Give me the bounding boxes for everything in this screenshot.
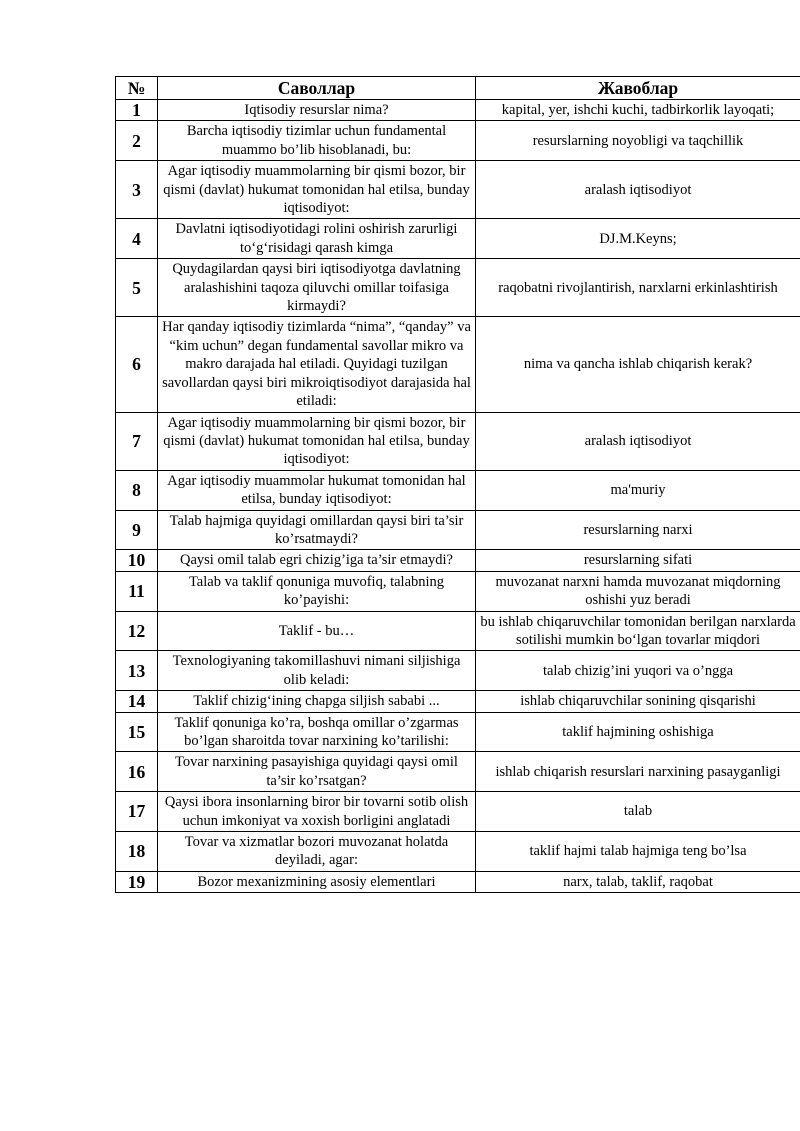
question-cell: Har qanday iqtisodiy tizimlarda “nima”, “qanday” va “kim uchun” degan fundamental savollar mikro va makro darajada hal etiladi. Quyidagi tuzilgan savollardan qaysi biri mikroiqtisodiyot darajasida hal etiladi: [158, 317, 476, 412]
table-row [116, 752, 800, 792]
question-cell: Bozor mexanizmining asosiy elementlari [158, 871, 476, 892]
question-cell: Agar iqtisodiy muammolarning bir qismi bozor, bir qismi (davlat) hukumat tomonidan hal etilsa, bunday iqtisodiyot: [158, 412, 476, 470]
answer-cell: aralash iqtisodiyot [476, 412, 800, 470]
question-cell: Talab hajmiga quyidagi omillardan qaysi biri ta’sir ko’rsatmaydi? [158, 510, 476, 550]
table-row [116, 219, 800, 259]
header-answers: Жавоблар [476, 77, 800, 100]
answer-cell: talab chizig’ini yuqori va o’ngga [476, 651, 800, 691]
answer-cell: muvozanat narxni hamda muvozanat miqdorning oshishi yuz beradi [476, 571, 800, 611]
table-row [116, 412, 800, 470]
row-number: 4 [116, 219, 158, 259]
row-number: 19 [116, 871, 158, 892]
answer-cell: resurslarning noyobligi va taqchillik [476, 121, 800, 161]
table-row [116, 510, 800, 550]
row-number: 9 [116, 510, 158, 550]
answer-cell: kapital, yer, ishchi kuchi, tadbirkorlik layoqati; [476, 100, 800, 121]
row-number: 13 [116, 651, 158, 691]
answer-cell: aralash iqtisodiyot [476, 161, 800, 219]
answer-cell: taklif hajmining oshishiga [476, 712, 800, 752]
question-cell: Taklif - bu… [158, 611, 476, 651]
table-row [116, 712, 800, 752]
table-row [116, 691, 800, 712]
row-number: 14 [116, 691, 158, 712]
answer-cell: bu ishlab chiqaruvchilar tomonidan berilgan narxlarda sotilishi mumkin bo‘lgan tovarlar miqdori [476, 611, 800, 651]
row-number: 15 [116, 712, 158, 752]
question-cell: Talab va taklif qonuniga muvofiq, talabning ko’payishi: [158, 571, 476, 611]
table-row [116, 470, 800, 510]
row-number: 7 [116, 412, 158, 470]
answer-cell: ishlab chiqaruvchilar sonining qisqarishi [476, 691, 800, 712]
table-row [116, 571, 800, 611]
table-row [116, 161, 800, 219]
row-number: 11 [116, 571, 158, 611]
question-cell: Tovar narxining pasayishiga quyidagi qaysi omil ta’sir ko’rsatgan? [158, 752, 476, 792]
answer-cell: narx, talab, taklif, raqobat [476, 871, 800, 892]
header-questions: Саволлар [158, 77, 476, 100]
table-row [116, 121, 800, 161]
question-cell: Texnologiyaning takomillashuvi nimani siljishiga olib keladi: [158, 651, 476, 691]
table-row [116, 611, 800, 651]
answer-cell: ishlab chiqarish resurslari narxining pasayganligi [476, 752, 800, 792]
table-row [116, 651, 800, 691]
question-cell: Quydagilardan qaysi biri iqtisodiyotga davlatning aralashishini taqoza qiluvchi omillar toifasiga kirmaydi? [158, 259, 476, 317]
row-number: 17 [116, 792, 158, 832]
table-row [116, 317, 800, 412]
answer-cell: DJ.M.Keyns; [476, 219, 800, 259]
answer-cell: nima va qancha ishlab chiqarish kerak? [476, 317, 800, 412]
row-number: 18 [116, 832, 158, 872]
row-number: 16 [116, 752, 158, 792]
table-row [116, 550, 800, 571]
answer-cell: resurslarning sifati [476, 550, 800, 571]
answer-cell: resurslarning narxi [476, 510, 800, 550]
table-row [116, 871, 800, 892]
question-cell: Barcha iqtisodiy tizimlar uchun fundamental muammo bo’lib hisoblanadi, bu: [158, 121, 476, 161]
row-number: 5 [116, 259, 158, 317]
row-number: 8 [116, 470, 158, 510]
row-number: 10 [116, 550, 158, 571]
question-cell: Qaysi ibora insonlarning biror bir tovarni sotib olish uchun imkoniyat va xoxish borligini anglatadi [158, 792, 476, 832]
question-cell: Qaysi omil talab egri chizig’iga ta’sir etmaydi? [158, 550, 476, 571]
question-cell: Iqtisodiy resurslar nima? [158, 100, 476, 121]
question-cell: Davlatni iqtisodiyotidagi rolini oshirish zarurligi to‘g‘risidagi qarash kimga [158, 219, 476, 259]
question-cell: Taklif qonuniga ko’ra, boshqa omillar o’zgarmas bo’lgan sharoitda tovar narxining ko’tarilishi: [158, 712, 476, 752]
table-row [116, 100, 800, 121]
table-row [116, 792, 800, 832]
answer-cell: raqobatni rivojlantirish, narxlarni erkinlashtirish [476, 259, 800, 317]
table-header-row [116, 77, 800, 100]
answer-cell: talab [476, 792, 800, 832]
table-row [116, 832, 800, 872]
row-number: 3 [116, 161, 158, 219]
question-cell: Tovar va xizmatlar bozori muvozanat holatda deyiladi, agar: [158, 832, 476, 872]
question-cell: Agar iqtisodiy muammolar hukumat tomonidan hal etilsa, bunday iqtisodiyot: [158, 470, 476, 510]
answer-cell: taklif hajmi talab hajmiga teng bo’lsa [476, 832, 800, 872]
table-row [116, 259, 800, 317]
qa-table [115, 76, 800, 893]
row-number: 1 [116, 100, 158, 121]
header-number: № [116, 77, 158, 100]
answer-cell: ma'muriy [476, 470, 800, 510]
question-cell: Agar iqtisodiy muammolarning bir qismi bozor, bir qismi (davlat) hukumat tomonidan hal etilsa, bunday iqtisodiyot: [158, 161, 476, 219]
row-number: 12 [116, 611, 158, 651]
row-number: 2 [116, 121, 158, 161]
question-cell: Taklif chizig‘ining chapga siljish sababi ... [158, 691, 476, 712]
row-number: 6 [116, 317, 158, 412]
